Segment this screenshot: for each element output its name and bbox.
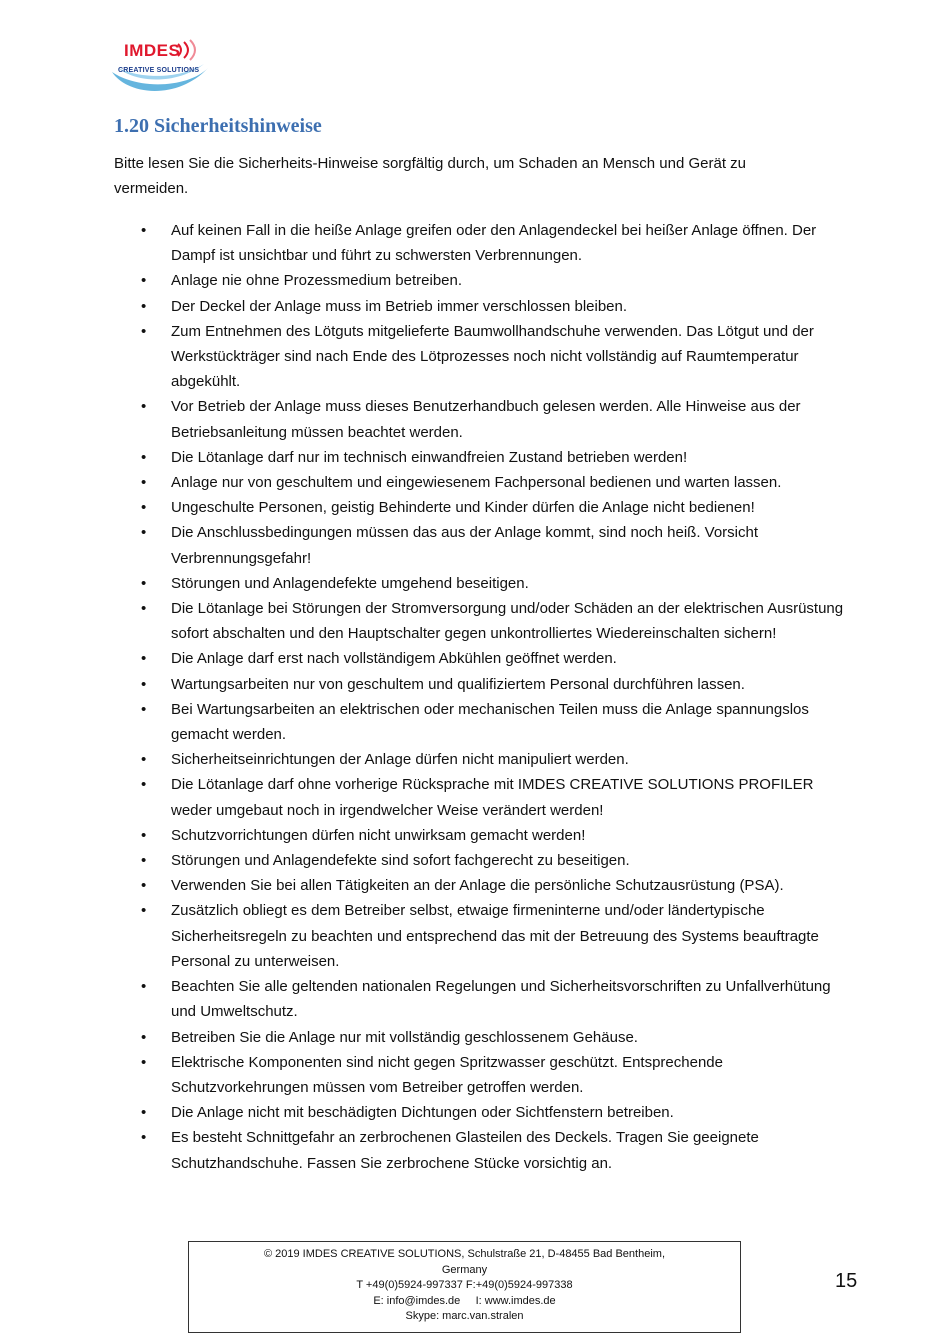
- bullet-icon: •: [141, 297, 147, 315]
- footer-country: Germany: [441, 1263, 488, 1276]
- bullet-icon: •: [141, 600, 147, 618]
- list-item: [114, 596, 844, 646]
- page-number: 15: [835, 1270, 858, 1292]
- footer-skype: Skype: marc.van.stralen: [405, 1310, 524, 1322]
- list-item-text: Auf keinen Fall in die heiße Anlage greifen oder den Anlagendeckel bei heißer Anlage öffnen. Der Dampf ist unsichtbar und führt zu schwersten Verbrennungen.: [171, 222, 817, 265]
- list-item-text: Schutzvorrichtungen dürfen nicht unwirksam gemacht werden!: [171, 826, 586, 844]
- list-item-text: Die Lötanlage darf nur im technisch einwandfreien Zustand betrieben werden!: [171, 448, 688, 466]
- bullet-icon: •: [141, 902, 147, 920]
- list-item: [114, 873, 844, 898]
- list-item: [114, 1025, 844, 1050]
- list-item-text: Ungeschulte Personen, geistig Behinderte und Kinder dürfen die Anlage nicht bedienen!: [171, 499, 755, 517]
- bullet-icon: •: [141, 499, 147, 517]
- list-item-text: Die Lötanlage bei Störungen der Stromversorgung und/oder Schäden an der elektrischen Ausrüstung sofort abschalten und den Hauptschalter gegen unkontrolliertes Wiedereinschalten sichern!: [171, 600, 844, 643]
- bullet-icon: •: [141, 826, 147, 844]
- list-item-text: Anlage nie ohne Prozessmedium betreiben.: [171, 272, 463, 290]
- list-item-text: Elektrische Komponenten sind nicht gegen Spritzwasser geschützt. Entsprechende Schutzvorkehrungen müssen vom Betreiber getroffen werden.: [171, 1053, 723, 1096]
- logo-tagline: CREATIVE SOLUTIONS: [118, 67, 200, 74]
- list-item: [114, 571, 844, 596]
- bullet-icon: •: [141, 398, 147, 416]
- list-item: [114, 470, 844, 495]
- list-item: [114, 1100, 844, 1125]
- list-item-text: Die Anlage nicht mit beschädigten Dichtungen oder Sichtfenstern betreiben.: [171, 1104, 674, 1122]
- list-item: [114, 1125, 844, 1175]
- bullet-icon: •: [141, 852, 147, 870]
- list-item: [114, 672, 844, 697]
- list-item-text: Die Lötanlage darf ohne vorherige Rücksprache mit IMDES CREATIVE SOLUTIONS PROFILER weder umgebaut noch in irgendwelcher Weise verändert werden!: [171, 776, 814, 819]
- list-item-text: Verwenden Sie bei allen Tätigkeiten an der Anlage die persönliche Schutzausrüstung (PSA).: [171, 877, 784, 895]
- list-item-text: Betreiben Sie die Anlage nur mit vollständig geschlossenem Gehäuse.: [171, 1028, 638, 1046]
- logo-name: IMDES: [124, 41, 181, 60]
- list-item-text: Die Anlage darf erst nach vollständigem Abkühlen geöffnet werden.: [171, 650, 617, 668]
- list-item: [114, 823, 844, 848]
- bullet-icon: •: [141, 751, 147, 769]
- list-item: [114, 268, 844, 293]
- list-item: [114, 747, 844, 772]
- list-item: [114, 445, 844, 470]
- list-item-text: Bei Wartungsarbeiten an elektrischen oder mechanischen Teilen muss die Anlage spannungslos gemacht werden.: [171, 700, 809, 744]
- bullet-icon: •: [141, 700, 147, 718]
- list-item: [114, 646, 844, 671]
- section-title: 1.20 Sicherheitshinweise: [114, 115, 322, 137]
- footer-email-web: E: info@imdes.de I: www.imdes.de: [373, 1294, 556, 1307]
- safety-rules-list: [114, 218, 844, 1176]
- company-logo: [108, 38, 212, 96]
- bullet-icon: •: [141, 1053, 147, 1071]
- list-item-text: Wartungsarbeiten nur von geschultem und qualifiziertem Personal durchführen lassen.: [171, 675, 745, 693]
- bullet-icon: •: [141, 1028, 147, 1046]
- list-item: [114, 848, 844, 873]
- bullet-icon: •: [141, 574, 147, 592]
- section-intro: Bitte lesen Sie die Sicherheits-Hinweise sorgfältig durch, um Schaden an Mensch und Gerät zu vermeiden.: [114, 155, 746, 197]
- bullet-icon: •: [141, 322, 147, 340]
- bullet-icon: •: [141, 448, 147, 466]
- bullet-icon: •: [141, 1129, 147, 1147]
- list-item-text: Zusätzlich obliegt es dem Betreiber selbst, etwaige firmeninterne und/oder ländertypische Sicherheitsregeln zu beachten und entsprechend das mit der Betreuung des Systems beauftragte Personal zu unterweisen.: [171, 902, 819, 970]
- footer-contact-box: [188, 1241, 741, 1333]
- list-item-text: Störungen und Anlagendefekte sind sofort fachgerecht zu beseitigen.: [171, 852, 630, 870]
- list-item-text: Sicherheitseinrichtungen der Anlage dürfen nicht manipuliert werden.: [171, 751, 629, 769]
- list-item-text: Zum Entnehmen des Lötguts mitgelieferte Baumwollhandschuhe verwenden. Das Lötgut und der Werkstückträger sind nach Ende des Lötprozesses noch nicht vollständig auf Raumtemperatur abgekühlt.: [171, 322, 814, 391]
- footer-copyright: © 2019 IMDES CREATIVE SOLUTIONS, Schulstraße 21, D-48455 Bad Bentheim,: [263, 1248, 665, 1260]
- list-item-text: Der Deckel der Anlage muss im Betrieb immer verschlossen bleiben.: [171, 297, 628, 315]
- bullet-icon: •: [141, 675, 147, 693]
- bullet-icon: •: [141, 776, 147, 794]
- list-item-text: Vor Betrieb der Anlage muss dieses Benutzerhandbuch gelesen werden. Alle Hinweise aus der Betriebsanleitung müssen beachtet werden.: [171, 398, 801, 441]
- list-item-text: Störungen und Anlagendefekte umgehend beseitigen.: [171, 574, 529, 592]
- bullet-icon: •: [141, 1104, 147, 1122]
- list-item: [114, 319, 844, 395]
- list-item: [114, 898, 844, 974]
- bullet-icon: •: [141, 524, 147, 542]
- footer-phone: T +49(0)5924-997337 F:+49(0)5924-997338: [356, 1279, 573, 1291]
- list-item-text: Beachten Sie alle geltenden nationalen Regelungen und Sicherheitsvorschriften zu Unfallverhütung und Umweltschutz.: [171, 978, 831, 1021]
- list-item: [114, 394, 844, 444]
- list-item-text: Es besteht Schnittgefahr an zerbrochenen Glasteilen des Deckels. Tragen Sie geeignete Schutzhandschuhe. Fassen Sie zerbrochene Stücke vorsichtig an.: [171, 1129, 759, 1172]
- bullet-icon: •: [141, 877, 147, 895]
- bullet-icon: •: [141, 222, 147, 239]
- list-item: [114, 294, 844, 319]
- list-item: [114, 697, 844, 747]
- bullet-icon: •: [141, 272, 147, 290]
- list-item-text: Anlage nur von geschultem und eingewiesenem Fachpersonal bedienen und warten lassen.: [171, 474, 782, 492]
- list-item: [114, 772, 844, 822]
- list-item: [114, 1050, 844, 1100]
- bullet-icon: •: [141, 650, 147, 668]
- list-item: [114, 974, 844, 1024]
- bullet-icon: •: [141, 978, 147, 996]
- list-item: [114, 218, 844, 268]
- list-item-text: Die Anschlussbedingungen müssen das aus der Anlage kommt, sind noch heiß. Vorsicht Verbrennungsgefahr!: [171, 524, 759, 567]
- bullet-icon: •: [141, 474, 147, 492]
- list-item: [114, 520, 844, 570]
- list-item: [114, 495, 844, 520]
